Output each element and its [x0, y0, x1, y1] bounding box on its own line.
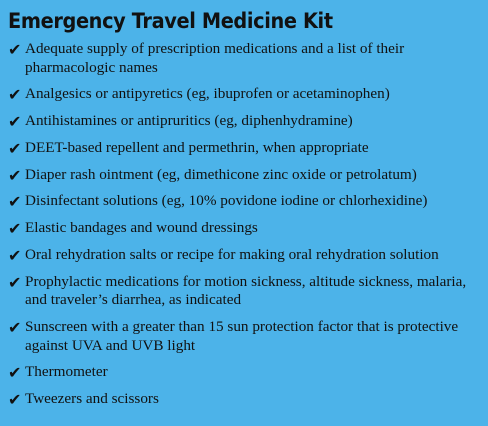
checkmark-icon: ✔: [8, 246, 22, 266]
list-item-text: Adequate supply of prescription medications and a list of their pharmacologic names: [25, 40, 405, 76]
checkmark-icon: ✔: [8, 272, 22, 292]
kit-item-list: [8, 40, 478, 409]
list-item-text: Prophylactic medications for motion sickness, altitude sickness, malaria, and traveler’s diarrhea, as indicated: [25, 272, 467, 309]
checkmark-icon: ✔: [8, 192, 22, 212]
list-item-text: Sunscreen with a greater than 15 sun protection factor that is protective against UVA and UVB light: [25, 318, 459, 354]
list-item-text: Analgesics or antipyretics (eg, ibuprofen or acetaminophen): [25, 85, 390, 103]
list-item-text: Diaper rash ointment (eg, dimethicone zinc oxide or petrolatum): [25, 165, 417, 183]
list-item-text: Tweezers and scissors: [25, 390, 159, 408]
list-item: [8, 139, 478, 158]
checkmark-icon: ✔: [8, 138, 22, 158]
list-item: [8, 318, 478, 355]
checkmark-icon: ✔: [8, 40, 22, 59]
list-item: [8, 166, 478, 185]
checkmark-icon: ✔: [8, 219, 22, 239]
checkmark-icon: ✔: [8, 85, 22, 105]
checkmark-icon: ✔: [8, 318, 22, 338]
list-item-text: Oral rehydration salts or recipe for making oral rehydration solution: [25, 246, 439, 264]
checkmark-icon: ✔: [8, 165, 22, 185]
list-item: [8, 219, 478, 238]
list-item: [8, 40, 478, 77]
list-item: [8, 192, 478, 211]
checkmark-icon: ✔: [8, 390, 22, 410]
list-item-text: Disinfectant solutions (eg, 10% povidone iodine or chlorhexidine): [25, 192, 428, 210]
list-item-text: Antihistamines or antipruritics (eg, diphenhydramine): [25, 112, 353, 130]
page-title: Emergency Travel Medicine Kit: [8, 9, 333, 33]
list-item: [8, 273, 478, 310]
list-item: [8, 363, 478, 382]
list-item: [8, 390, 478, 409]
checkmark-icon: ✔: [8, 363, 22, 383]
list-item: [8, 85, 478, 104]
list-item: [8, 112, 478, 131]
list-item-text: DEET-based repellent and permethrin, when appropriate: [25, 138, 369, 156]
list-item-text: Thermometer: [25, 363, 108, 381]
list-item: [8, 246, 478, 265]
list-item-text: Elastic bandages and wound dressings: [25, 219, 258, 237]
checkmark-icon: ✔: [8, 112, 22, 132]
